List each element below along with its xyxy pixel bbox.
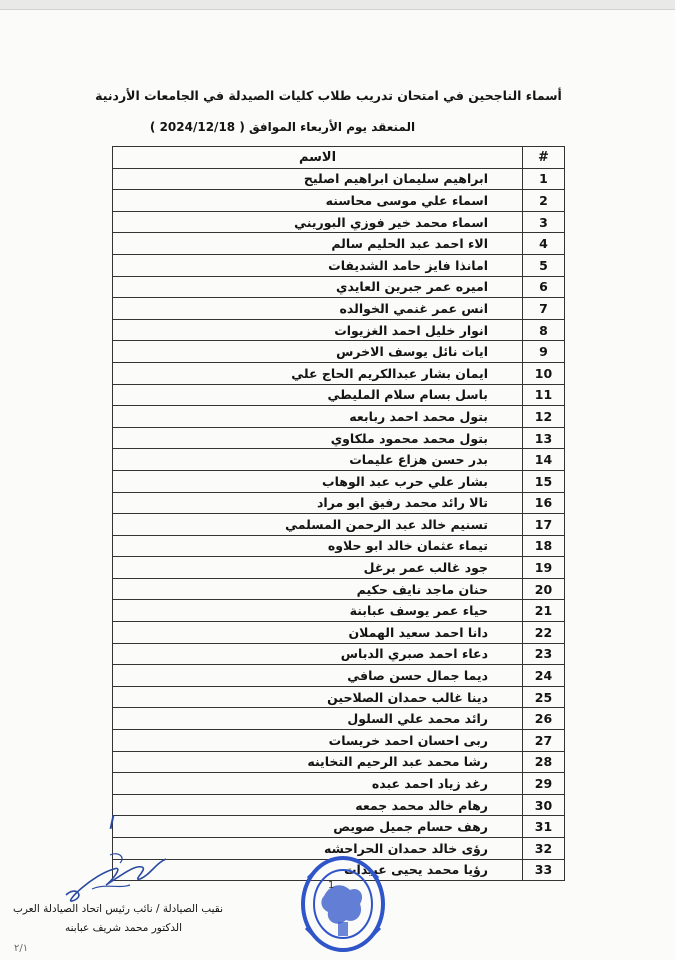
row-number: 9 (523, 341, 565, 363)
union-seal (298, 848, 388, 954)
table-row (113, 600, 565, 622)
row-number: 31 (523, 816, 565, 838)
table-row (113, 276, 565, 298)
student-name: تسنيم خالد عبد الرحمن المسلمي (113, 514, 523, 536)
row-number: 1 (523, 168, 565, 190)
student-name: رغد زياد احمد عبده (113, 773, 523, 795)
row-number: 27 (523, 730, 565, 752)
student-name: اسماء علي موسى محاسنه (113, 190, 523, 212)
student-name: دعاء احمد صبري الدباس (113, 643, 523, 665)
row-number: 18 (523, 535, 565, 557)
row-number: 29 (523, 773, 565, 795)
row-number: 2 (523, 190, 565, 212)
table-row (113, 730, 565, 752)
table-row (113, 233, 565, 255)
footer-signatory-name: الدكتور محمد شريف عبابنه (64, 922, 182, 934)
top-edge (0, 0, 675, 10)
row-number: 19 (523, 557, 565, 579)
table-row (113, 816, 565, 838)
row-number: 7 (523, 298, 565, 320)
student-name: ايمان بشار عبدالكريم الحاج علي (113, 362, 523, 384)
results-table (112, 146, 565, 881)
table-row (113, 254, 565, 276)
student-name: باسل بسام سلام المليطي (113, 384, 523, 406)
row-number: 28 (523, 751, 565, 773)
table-row (113, 514, 565, 536)
row-number: 14 (523, 449, 565, 471)
column-header-name: الاسم (113, 147, 523, 169)
table-row (113, 449, 565, 471)
student-name: دانا احمد سعيد الهملان (113, 622, 523, 644)
student-name: ديما جمال حسن صافي (113, 665, 523, 687)
row-number: 22 (523, 622, 565, 644)
student-name: اسماء محمد خير فوزي البوريني (113, 211, 523, 233)
row-number: 10 (523, 362, 565, 384)
table-header-row (113, 147, 565, 169)
student-name: دينا غالب حمدان الصلاحين (113, 686, 523, 708)
student-name: الاء احمد عبد الحليم سالم (113, 233, 523, 255)
table-row (113, 643, 565, 665)
student-name: بتول محمد احمد ربابعه (113, 406, 523, 428)
table-row (113, 578, 565, 600)
table-row (113, 492, 565, 514)
student-name: امانذا فايز حامد الشديفات (113, 254, 523, 276)
table-row (113, 773, 565, 795)
row-number: 13 (523, 427, 565, 449)
row-number: 16 (523, 492, 565, 514)
student-name: ربى احسان احمد خريسات (113, 730, 523, 752)
student-name: رؤيا محمد يحيى عبيدات (113, 859, 523, 881)
table-row (113, 427, 565, 449)
student-name: بشار علي حرب عبد الوهاب (113, 470, 523, 492)
row-number: 5 (523, 254, 565, 276)
student-name: بتول محمد محمود ملكاوي (113, 427, 523, 449)
student-name: رشا محمد عبد الرحيم التخاينه (113, 751, 523, 773)
row-number: 8 (523, 319, 565, 341)
table-row (113, 362, 565, 384)
student-name: ابراهيم سليمان ابراهيم اصليح (113, 168, 523, 190)
table-row (113, 298, 565, 320)
table-row (113, 319, 565, 341)
table-row (113, 190, 565, 212)
row-number: 3 (523, 211, 565, 233)
row-number: 4 (523, 233, 565, 255)
row-number: 26 (523, 708, 565, 730)
row-number: 11 (523, 384, 565, 406)
row-number: 12 (523, 406, 565, 428)
student-name: جود غالب عمر برغل (113, 557, 523, 579)
row-number: 6 (523, 276, 565, 298)
row-number: 25 (523, 686, 565, 708)
row-number: 32 (523, 838, 565, 860)
student-name: ايات نائل يوسف الاخرس (113, 341, 523, 363)
student-name: رهف حسام جميل صويص (113, 816, 523, 838)
student-name: انوار خليل احمد الغزيوات (113, 319, 523, 341)
student-name: بدر حسن هزاع عليمات (113, 449, 523, 471)
table-row (113, 751, 565, 773)
table-row (113, 535, 565, 557)
table-row (113, 384, 565, 406)
student-name: اميره عمر جبرين العايدي (113, 276, 523, 298)
row-number: 23 (523, 643, 565, 665)
table-row (113, 168, 565, 190)
handwritten-signature (62, 845, 168, 903)
student-name: حنان ماجد نايف حكيم (113, 578, 523, 600)
column-header-number: # (523, 147, 565, 169)
student-name: رهام خالد محمد جمعه (113, 794, 523, 816)
row-number: 20 (523, 578, 565, 600)
table-row (113, 406, 565, 428)
student-name: انس عمر غنمي الخوالده (113, 298, 523, 320)
student-name: رائد محمد علي السلول (113, 708, 523, 730)
table-row (113, 665, 565, 687)
margin-page-note: ٢/١ (14, 943, 29, 954)
table-row (113, 686, 565, 708)
footer-signatory-title: نقيب الصيادلة / نائب رئيس اتحاد الصيادلة العرب (12, 903, 223, 915)
table-row (113, 794, 565, 816)
document-subtitle: المنعقد يوم الأربعاء الموافق ( 2024/12/18 ) (149, 120, 416, 134)
table-row (113, 341, 565, 363)
student-name: حياء عمر يوسف عبابنة (113, 600, 523, 622)
row-number: 24 (523, 665, 565, 687)
document-title: أسماء الناجحين في امتحان تدريب طلاب كليات الصيدلة في الجامعات الأردنية (95, 88, 562, 103)
table-row (113, 557, 565, 579)
table-row (113, 622, 565, 644)
table-row (113, 211, 565, 233)
student-name: رؤى خالد حمدان الحراحشه (113, 838, 523, 860)
table-row (113, 708, 565, 730)
student-name: تيماء عثمان خالد ابو حلاوه (113, 535, 523, 557)
row-number: 33 (523, 859, 565, 881)
table-row (113, 470, 565, 492)
row-number: 30 (523, 794, 565, 816)
row-number: 17 (523, 514, 565, 536)
row-number: 15 (523, 470, 565, 492)
student-name: تالا رائد محمد رفيق ابو مراد (113, 492, 523, 514)
page-number: 1 (328, 880, 335, 891)
row-number: 21 (523, 600, 565, 622)
